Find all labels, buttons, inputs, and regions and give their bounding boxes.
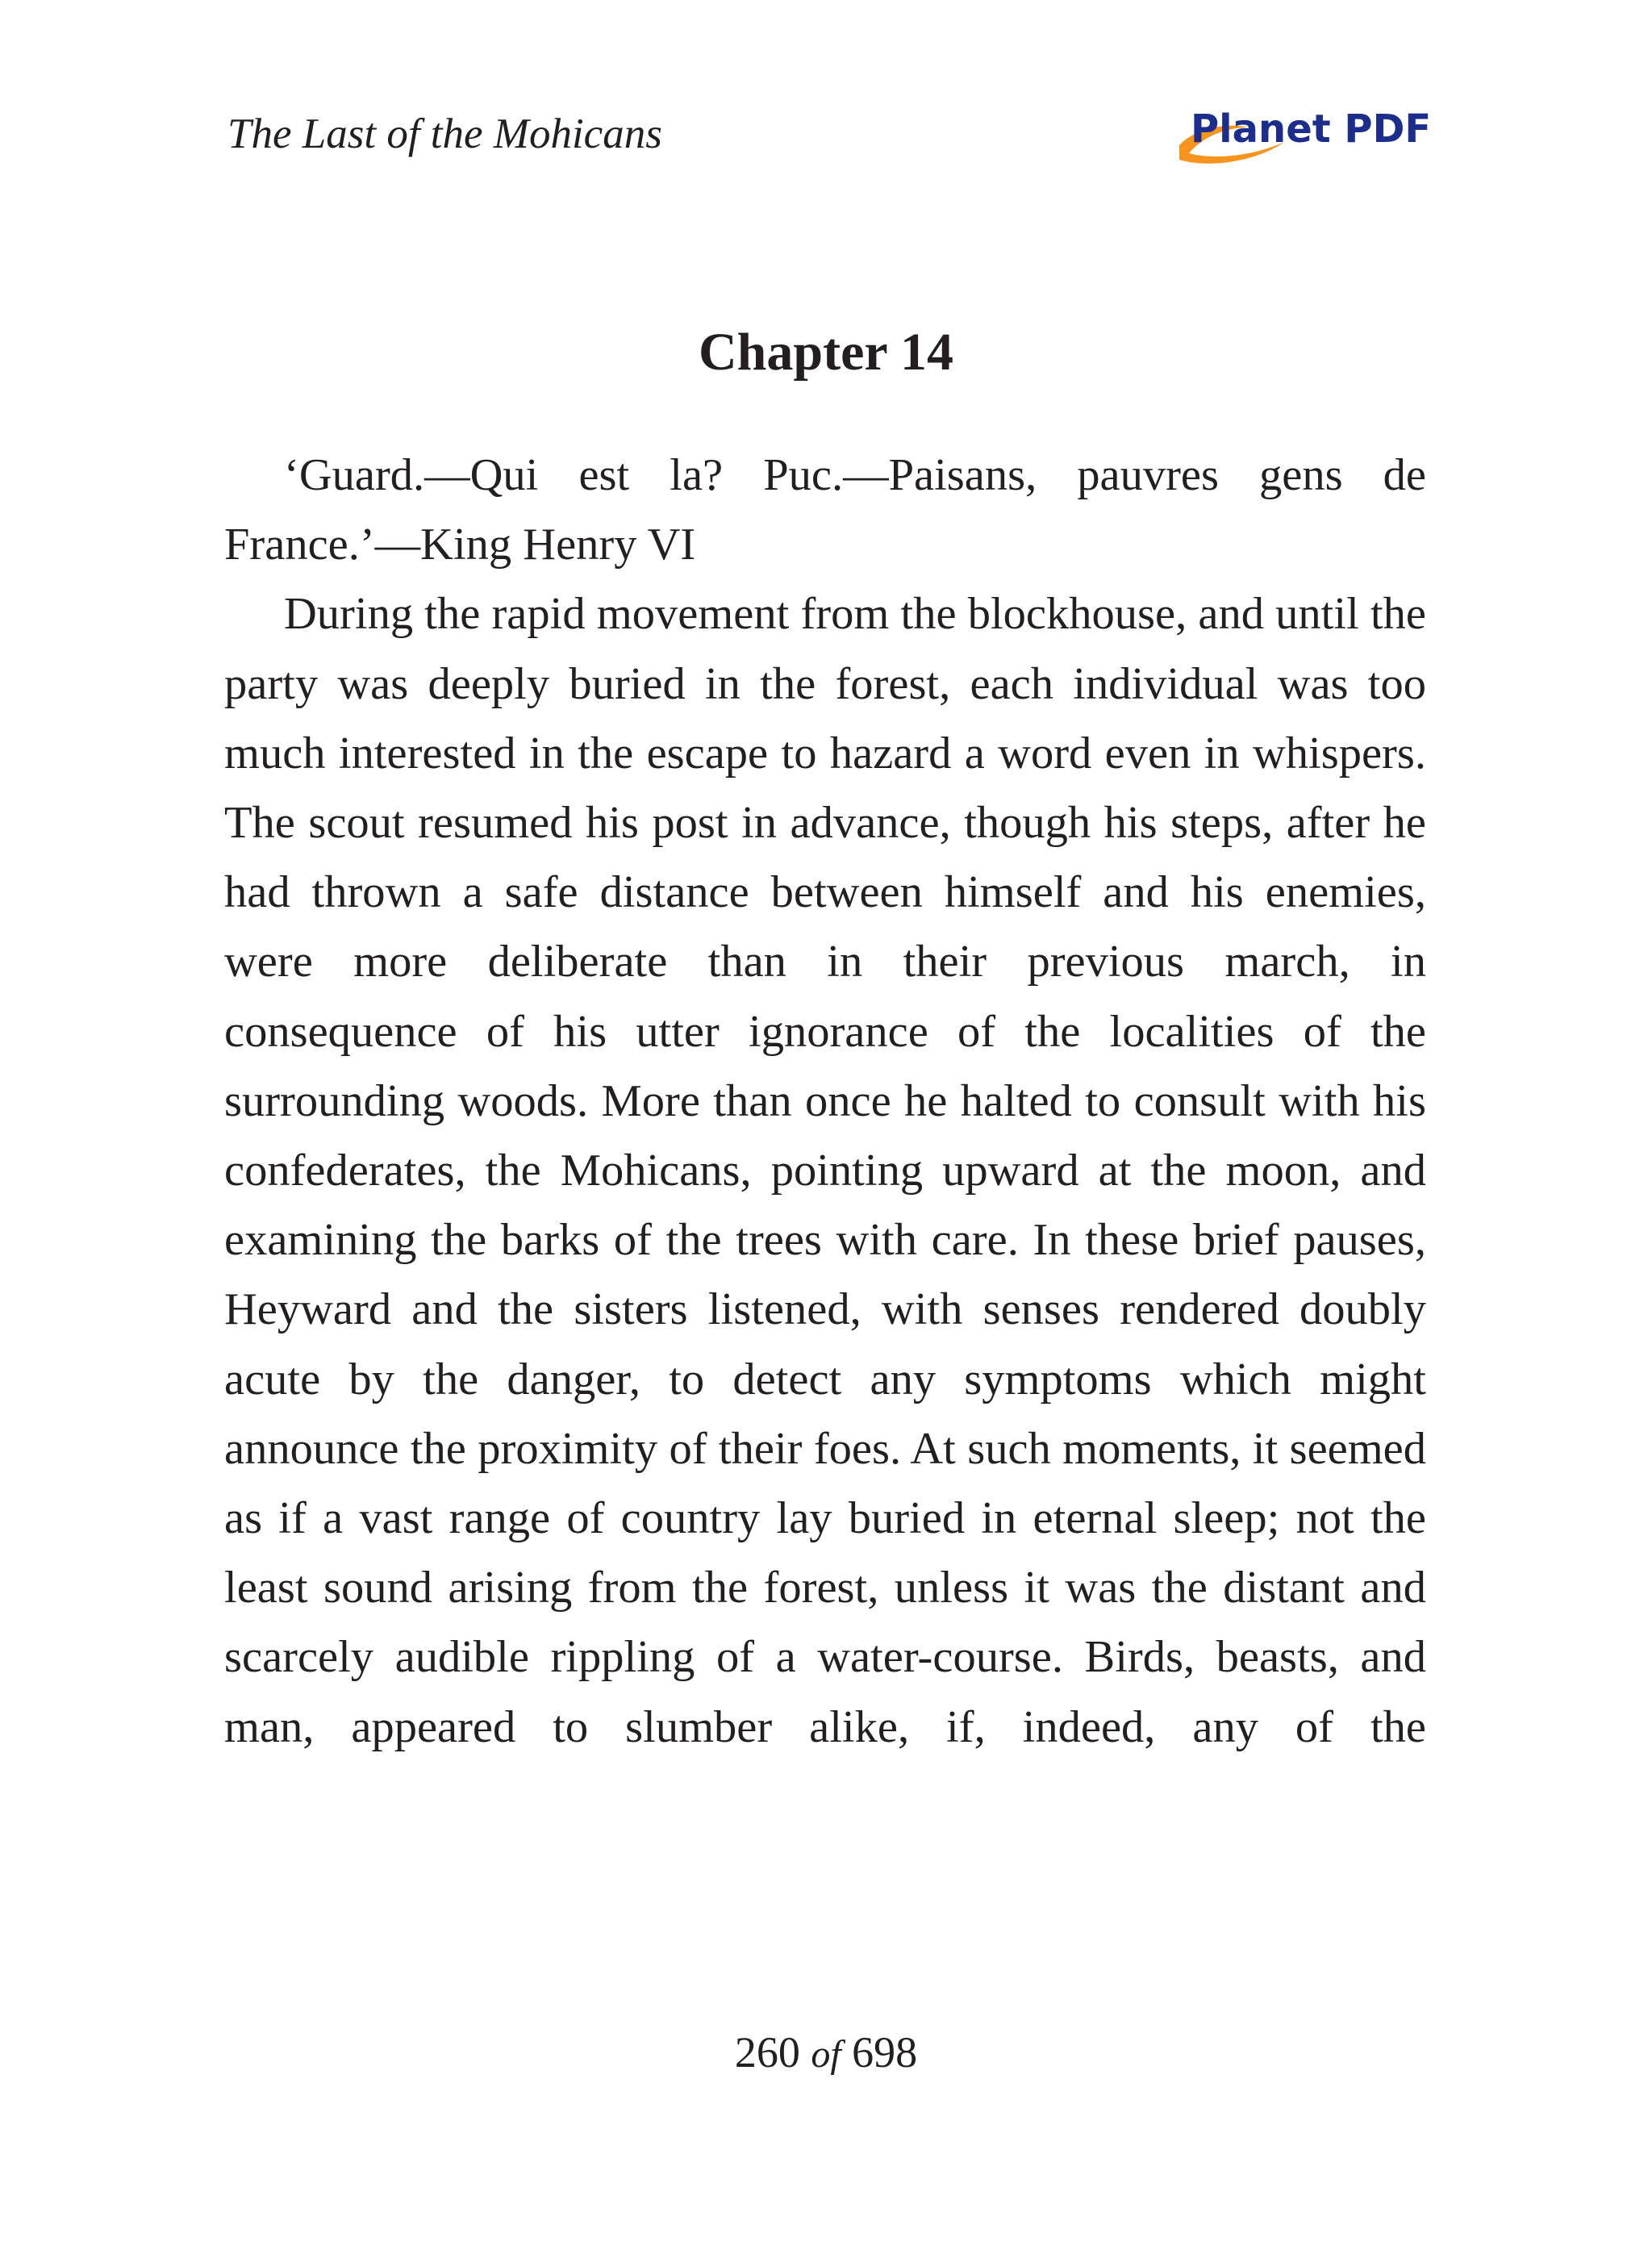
epigraph-paragraph: ‘Guard.—Qui est la? Puc.—Paisans, pauvres gens de France.’—King Henry VI (224, 450, 1426, 570)
logo-text: Planet PDF (1191, 106, 1432, 152)
chapter-title: Chapter 14 (699, 323, 953, 382)
body-paragraph: During the rapid movement from the blockhouse, and until the party was deeply buried in the forest, each individual was too much interested in the escape to hazard a word even in whispers. The scout resumed his post in advance, though his steps, after he had thrown a safe distance between himself and his enemies, were more deliberate than in their previous march, in consequence of his utter ignorance of the localities of the surrounding woods. More than once he halted to consult with his confederates, the Mohicans, pointing upward at the moon, and examining the barks of the trees with care. In these brief pauses, Heyward and the sisters listened, with senses rendered doubly acute by the danger, to detect any symptoms which might announce the proximity of their foes. At such moments, it seemed as if a vast range of country lay buried in eternal sleep; not the least sound arising from the forest, unless it was the distant and scarcely audible rippling of a water-course. Birds, beasts, and man, appeared to slumber alike, if, indeed, any of the (224, 589, 1426, 1752)
current-page: 260 (734, 2028, 800, 2077)
total-pages: 698 (852, 2028, 918, 2077)
page-number (0, 2023, 1652, 2084)
running-title: The Last of the Mohicans (227, 111, 662, 157)
planet-pdf-logo (1171, 103, 1432, 168)
chapter-body (224, 440, 1426, 1762)
of-label: of (811, 2033, 841, 2076)
